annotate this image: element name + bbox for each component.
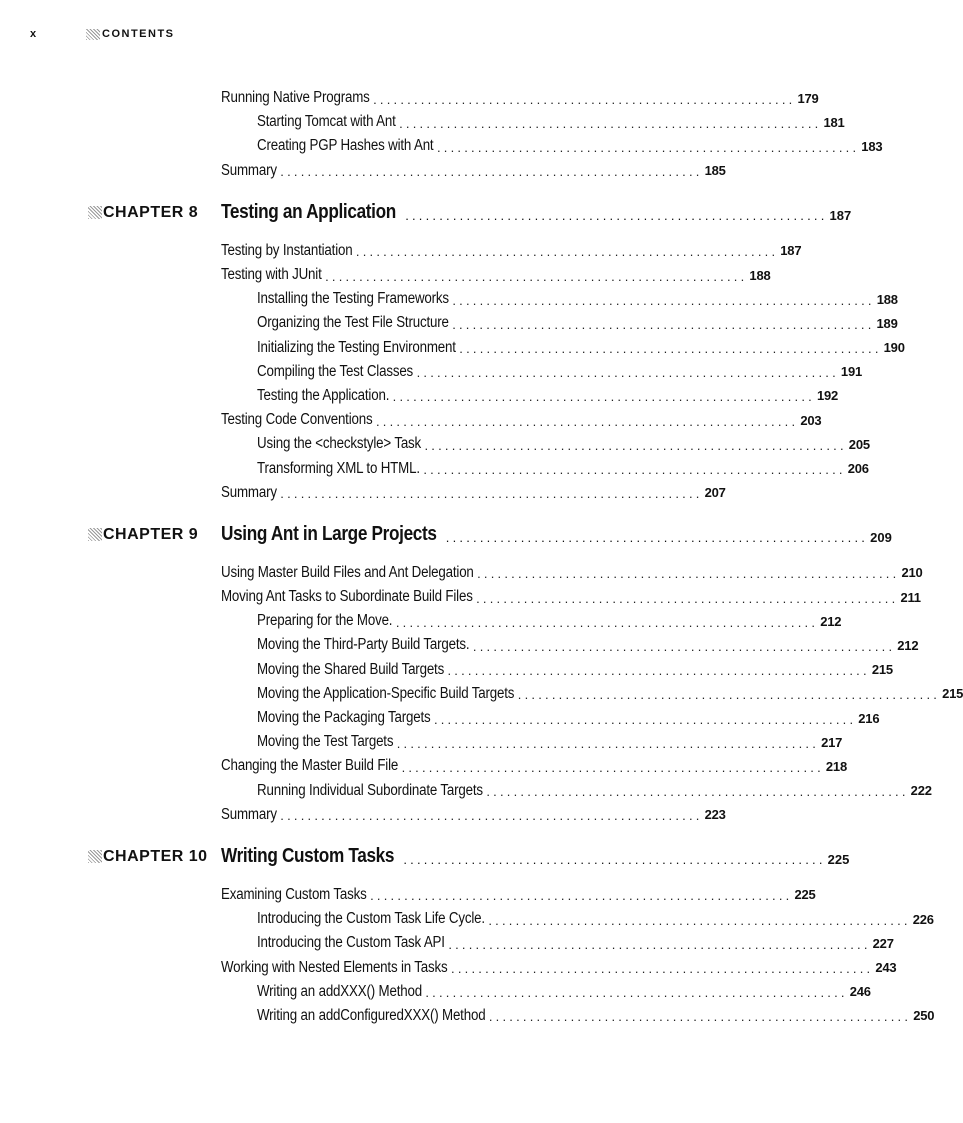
entry-page: 211 <box>900 589 921 605</box>
toc-subentry[interactable] <box>0 134 883 158</box>
table-of-contents <box>0 86 963 1028</box>
entry-page: 223 <box>704 807 726 823</box>
entry-title: Changing the Master Build File <box>221 757 399 775</box>
chapter-page: 225 <box>827 851 850 867</box>
entry-page: 243 <box>875 960 897 976</box>
dot-leader: .............................................................. <box>488 912 911 928</box>
entry-page: 217 <box>821 734 843 750</box>
chapter-label <box>88 204 198 222</box>
running-header <box>30 28 175 40</box>
toc-subentry[interactable] <box>0 682 963 706</box>
chapter-number: CHAPTER 8 <box>103 203 199 221</box>
chapter-entry[interactable] <box>221 522 892 546</box>
hatch-marker-icon <box>86 29 100 40</box>
entry-title: Installing the Testing Frameworks <box>257 290 449 308</box>
entry-title: Summary <box>221 483 277 501</box>
dot-leader: .............................................................. <box>405 207 828 223</box>
entry-page: 215 <box>942 686 963 702</box>
toc-subentry[interactable] <box>0 1004 935 1028</box>
toc-subentry[interactable] <box>0 432 870 456</box>
chapter-heading <box>0 517 892 555</box>
entry-page: 189 <box>876 315 898 331</box>
entry-title: Summary <box>221 161 277 179</box>
entry-page: 188 <box>749 267 771 283</box>
toc-entry[interactable] <box>0 955 897 979</box>
entry-page: 250 <box>913 1008 935 1024</box>
toc-subentry[interactable] <box>0 658 893 682</box>
chapter-page: 187 <box>829 207 852 223</box>
entry-title: Moving Ant Tasks to Subordinate Build Files <box>221 588 473 606</box>
dot-leader: .............................................................. <box>447 663 870 679</box>
dot-leader: .............................................................. <box>488 1009 912 1025</box>
page-number: x <box>30 28 38 40</box>
chapter-number: CHAPTER 10 <box>103 847 208 865</box>
toc-entry[interactable] <box>0 803 726 827</box>
chapter-heading <box>0 195 852 233</box>
entry-page: 222 <box>910 783 932 799</box>
dot-leader: .............................................................. <box>425 985 848 1001</box>
dot-leader: .............................................................. <box>370 888 793 904</box>
dot-leader: .............................................................. <box>375 413 799 429</box>
entry-title: Testing the Application. <box>257 386 390 404</box>
entry-page: 183 <box>861 138 883 154</box>
dot-leader: .............................................................. <box>452 316 875 332</box>
toc-entry[interactable] <box>0 481 726 505</box>
entry-title: Using Master Build Files and Ant Delegation <box>221 563 474 581</box>
entry-title: Organizing the Test File Structure <box>257 314 449 332</box>
toc-subentry[interactable] <box>0 311 898 335</box>
dot-leader: .............................................................. <box>477 566 900 582</box>
entry-title: Summary <box>221 805 277 823</box>
toc-entry[interactable] <box>0 239 802 263</box>
entry-title: Initializing the Testing Environment <box>257 338 456 356</box>
entry-page: 188 <box>876 291 898 307</box>
entry-page: 181 <box>823 114 845 130</box>
toc-entry[interactable] <box>0 883 816 907</box>
entry-title: Moving the Third-Party Build Targets. <box>257 636 470 654</box>
toc-subentry[interactable] <box>0 456 869 480</box>
entry-title: Compiling the Test Classes <box>257 362 414 380</box>
entry-page: 226 <box>912 911 934 927</box>
dot-leader: .............................................................. <box>280 486 703 502</box>
dot-leader: .............................................................. <box>423 462 846 478</box>
chapter-title: Testing an Application <box>221 200 396 223</box>
dot-leader: .............................................................. <box>445 529 869 545</box>
entry-page: 190 <box>883 340 905 356</box>
dot-leader: .............................................................. <box>416 365 839 381</box>
entry-page: 206 <box>847 461 869 477</box>
toc-subentry[interactable] <box>0 907 934 931</box>
entry-page: 185 <box>704 163 726 179</box>
toc-entry[interactable] <box>0 585 921 609</box>
entry-title: Transforming XML to HTML. <box>257 459 420 477</box>
entry-title: Running Individual Subordinate Targets <box>257 781 483 799</box>
chapter-label <box>88 526 198 544</box>
entry-page: 207 <box>704 485 726 501</box>
dot-leader: .............................................................. <box>399 115 822 131</box>
chapter-heading <box>0 839 850 877</box>
toc-entry[interactable] <box>0 408 822 432</box>
dot-leader: .............................................................. <box>472 638 896 654</box>
dot-leader: .............................................................. <box>433 711 857 727</box>
dot-leader: .............................................................. <box>486 784 909 800</box>
entry-page: 210 <box>901 565 923 581</box>
entry-page: 191 <box>840 364 863 380</box>
hatch-marker-icon <box>88 206 102 219</box>
chapter-title: Writing Custom Tasks <box>221 844 395 867</box>
toc-entry[interactable] <box>0 86 819 110</box>
toc-subentry[interactable] <box>0 931 894 955</box>
entry-title: Starting Tomcat with Ant <box>257 113 396 131</box>
entry-title: Moving the Shared Build Targets <box>257 660 445 678</box>
entry-page: 225 <box>794 887 816 903</box>
entry-title: Testing by Instantiation <box>221 241 353 259</box>
entry-page: 227 <box>872 935 894 951</box>
entry-page: 187 <box>780 243 802 259</box>
toc-subentry[interactable] <box>0 609 842 633</box>
dot-leader: .............................................................. <box>396 735 820 751</box>
dot-leader: .............................................................. <box>325 268 748 284</box>
entry-page: 203 <box>800 412 822 428</box>
dot-leader: .............................................................. <box>448 936 871 952</box>
entry-title: Moving the Packaging Targets <box>257 709 431 727</box>
entry-page: 215 <box>871 662 893 678</box>
dot-leader: .............................................................. <box>451 961 874 977</box>
toc-entry[interactable] <box>0 561 923 585</box>
hatch-marker-icon <box>88 850 102 863</box>
chapter-label <box>88 848 208 866</box>
section-title: CONTENTS <box>102 28 175 40</box>
entry-title: Introducing the Custom Task API <box>257 934 445 952</box>
dot-leader: .............................................................. <box>436 139 860 155</box>
toc-entry[interactable] <box>0 159 726 183</box>
chapter-title: Using Ant in Large Projects <box>221 522 437 545</box>
entry-title: Introducing the Custom Task Life Cycle. <box>257 910 485 928</box>
toc-subentry[interactable] <box>0 980 871 1004</box>
entry-title: Writing an addConfiguredXXX() Method <box>257 1006 486 1024</box>
dot-leader: .............................................................. <box>476 590 899 606</box>
entry-page: 192 <box>816 388 839 404</box>
toc-entry[interactable] <box>0 754 847 778</box>
dot-leader: .............................................................. <box>452 292 875 308</box>
entry-title: Using the <checkstyle> Task <box>257 435 422 453</box>
entry-page: 212 <box>897 637 919 653</box>
dot-leader: .............................................................. <box>403 851 826 867</box>
dot-leader: .............................................................. <box>401 759 824 775</box>
dot-leader: .............................................................. <box>424 437 847 453</box>
dot-leader: .............................................................. <box>373 91 796 107</box>
dot-leader: .............................................................. <box>355 244 779 260</box>
dot-leader: .............................................................. <box>280 164 703 180</box>
entry-title: Running Native Programs <box>221 89 370 107</box>
dot-leader: .............................................................. <box>459 341 882 357</box>
entry-page: 212 <box>820 613 842 629</box>
entry-title: Writing an addXXX() Method <box>257 982 422 1000</box>
hatch-marker-icon <box>88 528 102 541</box>
dot-leader: .............................................................. <box>395 614 819 630</box>
toc-subentry[interactable] <box>0 633 919 657</box>
toc-subentry[interactable] <box>0 779 932 803</box>
entry-page: 179 <box>797 90 819 106</box>
toc-subentry[interactable] <box>0 360 863 384</box>
dot-leader: .............................................................. <box>392 389 815 405</box>
toc-subentry[interactable] <box>0 336 905 360</box>
entry-page: 246 <box>849 984 871 1000</box>
entry-title: Moving the Test Targets <box>257 733 394 751</box>
entry-title: Examining Custom Tasks <box>221 885 367 903</box>
chapter-entry[interactable] <box>221 200 852 224</box>
entry-page: 216 <box>858 710 880 726</box>
entry-page: 218 <box>825 758 847 774</box>
toc-subentry[interactable] <box>0 730 843 754</box>
entry-title: Testing with JUnit <box>221 266 322 284</box>
dot-leader: .............................................................. <box>280 808 703 824</box>
toc-subentry[interactable] <box>0 110 845 134</box>
entry-page: 205 <box>848 436 870 452</box>
toc-subentry[interactable] <box>0 287 898 311</box>
entry-title: Creating PGP Hashes with Ant <box>257 137 434 155</box>
chapter-number: CHAPTER 9 <box>103 525 199 543</box>
entry-title: Working with Nested Elements in Tasks <box>221 958 448 976</box>
toc-subentry[interactable] <box>0 706 880 730</box>
entry-title: Moving the Application-Specific Build Targets <box>257 684 515 702</box>
entry-title: Preparing for the Move. <box>257 612 393 630</box>
dot-leader: .............................................................. <box>517 687 941 703</box>
chapter-page: 209 <box>870 529 892 545</box>
toc-subentry[interactable] <box>0 384 839 408</box>
chapter-entry[interactable] <box>221 844 850 868</box>
toc-entry[interactable] <box>0 263 771 287</box>
entry-title: Testing Code Conventions <box>221 411 373 429</box>
